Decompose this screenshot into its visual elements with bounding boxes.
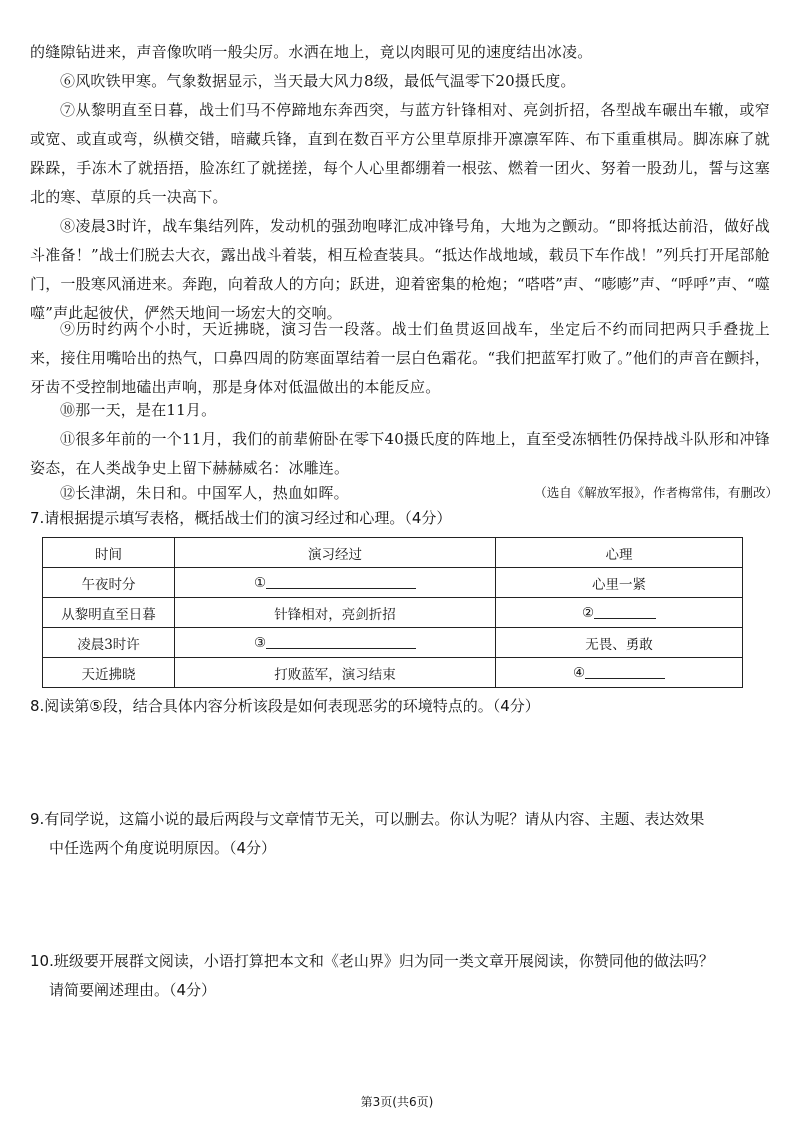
answer-blank-2[interactable] — [594, 618, 656, 619]
table-cell-process: 针锋相对，亮剑折招 — [175, 598, 496, 628]
article-paragraph-intro: 的缝隙钻进来，声音像吹哨一般尖厉。水洒在地上，竟以肉眼可见的速度结出冰凌。 — [30, 43, 593, 61]
article-paragraph-8: ⑧凌晨3时许，战车集结列阵，发动机的强劲咆哮汇成冲锋号角，大地为之颤动。“即将抵达前沿，做好战斗准备！”战士们脱去大衣，露出战斗着装，相互检查装具。“抵达作战地域，载员下车作战！”列兵打开尾部舱门，一股寒风涌进来。奔跑，向着敌人的方向；跃进，迎着密集的枪炮；“嗒嗒”声、“嘭嘭”声、“呼呼”声、“噬噬”声此起彼伏，俨然天地间一场宏大的交响。 — [30, 217, 770, 322]
article-paragraph-12: ⑫长津湖，朱日和。中国军人，热血如晖。 — [60, 484, 349, 502]
blank-marker-3: ③ — [253, 634, 267, 651]
table-header-row — [43, 538, 743, 568]
question-8: 8.阅读第⑤段，结合具体内容分析该段是如何表现恶劣的环境特点的。（4分） — [30, 697, 540, 715]
table-row — [43, 628, 743, 658]
table-cell-time: 天近拂晓 — [43, 658, 175, 688]
table-cell-process: 打败蓝军，演习结束 — [175, 658, 496, 688]
page-number: 第3页(共6页) — [360, 1095, 434, 1109]
table-cell-time: 凌晨3时许 — [43, 628, 175, 658]
article-paragraph-10: ⑩那一天，是在11月。 — [60, 401, 217, 419]
table-header-mind: 心理 — [496, 538, 743, 568]
question-9-line-1: 9.有同学说，这篇小说的最后两段与文章情节无关，可以删去。你认为呢？请从内容、主题、表达效果 — [30, 810, 705, 828]
article-source: （选自《解放军报》，作者梅常伟，有删改） — [534, 485, 778, 500]
q7-answer-table — [42, 537, 743, 688]
article-paragraph-9: ⑨历时约两个小时，天近拂晓，演习告一段落。战士们鱼贯返回战车，坐定后不约而同把两只手叠拢上来，接住用嘴哈出的热气，口鼻四周的防寒面罩结着一层白色霜花。“我们把蓝军打败了。”他们的声音在颤抖，牙齿不受控制地磕出声响，那是身体对低温做出的本能反应。 — [30, 320, 770, 396]
question-9 — [30, 805, 775, 863]
question-10 — [30, 947, 775, 1005]
table-row — [43, 598, 743, 628]
table-cell-process — [175, 568, 496, 598]
answer-blank-4[interactable] — [585, 678, 665, 679]
table-cell-mind: 心里一紧 — [496, 568, 743, 598]
question-9-line-2: 中任选两个角度说明原因。（4分） — [49, 839, 277, 857]
table-header-process: 演习经过 — [175, 538, 496, 568]
table-row — [43, 658, 743, 688]
table-cell-process — [175, 628, 496, 658]
table-header-time: 时间 — [43, 538, 175, 568]
blank-marker-1: ① — [253, 574, 267, 591]
table-cell-time: 午夜时分 — [43, 568, 175, 598]
article-paragraph-7: ⑦从黎明直至日暮，战士们马不停蹄地东奔西突，与蓝方针锋相对、亮剑折招，各型战车碾出车辙，或窄或宽、或直或弯，纵横交错，暗藏兵锋，直到在数百平方公里草原排开凛凛军阵、布下重重棋局。脚冻麻了就跺跺，手冻木了就捂捂，脸冻红了就搓搓，每个人心里都绷着一根弦、燃着一团火、努着一股劲儿，誓与这塞北的寒、草原的兵一决高下。 — [30, 101, 770, 206]
question-7: 7.请根据提示填写表格，概括战士们的演习经过和心理。（4分） — [30, 509, 452, 527]
article-paragraph-6: ⑥风吹铁甲寒。气象数据显示，当天最大风力8级，最低气温零下20摄氏度。 — [60, 72, 576, 90]
blank-marker-4: ④ — [572, 664, 586, 681]
answer-blank-1[interactable] — [266, 588, 416, 589]
table-cell-mind — [496, 598, 743, 628]
table-row — [43, 568, 743, 598]
question-10-line-2: 请简要阐述理由。（4分） — [49, 981, 217, 999]
blank-marker-2: ② — [581, 604, 595, 621]
table-cell-time: 从黎明直至日暮 — [43, 598, 175, 628]
answer-blank-3[interactable] — [266, 648, 416, 649]
article-paragraph-11: ⑪很多年前的一个11月，我们的前辈俯卧在零下40摄氏度的阵地上，直至受冻牺牲仍保持战斗队形和冲锋姿态，在人类战争史上留下赫赫威名：冰雕连。 — [30, 430, 770, 477]
question-10-line-1: 10.班级要开展群文阅读，小语打算把本文和《老山界》归为同一类文章开展阅读，你赞同他的做法吗？ — [30, 952, 714, 970]
table-cell-mind: 无畏、勇敢 — [496, 628, 743, 658]
table-cell-mind — [496, 658, 743, 688]
